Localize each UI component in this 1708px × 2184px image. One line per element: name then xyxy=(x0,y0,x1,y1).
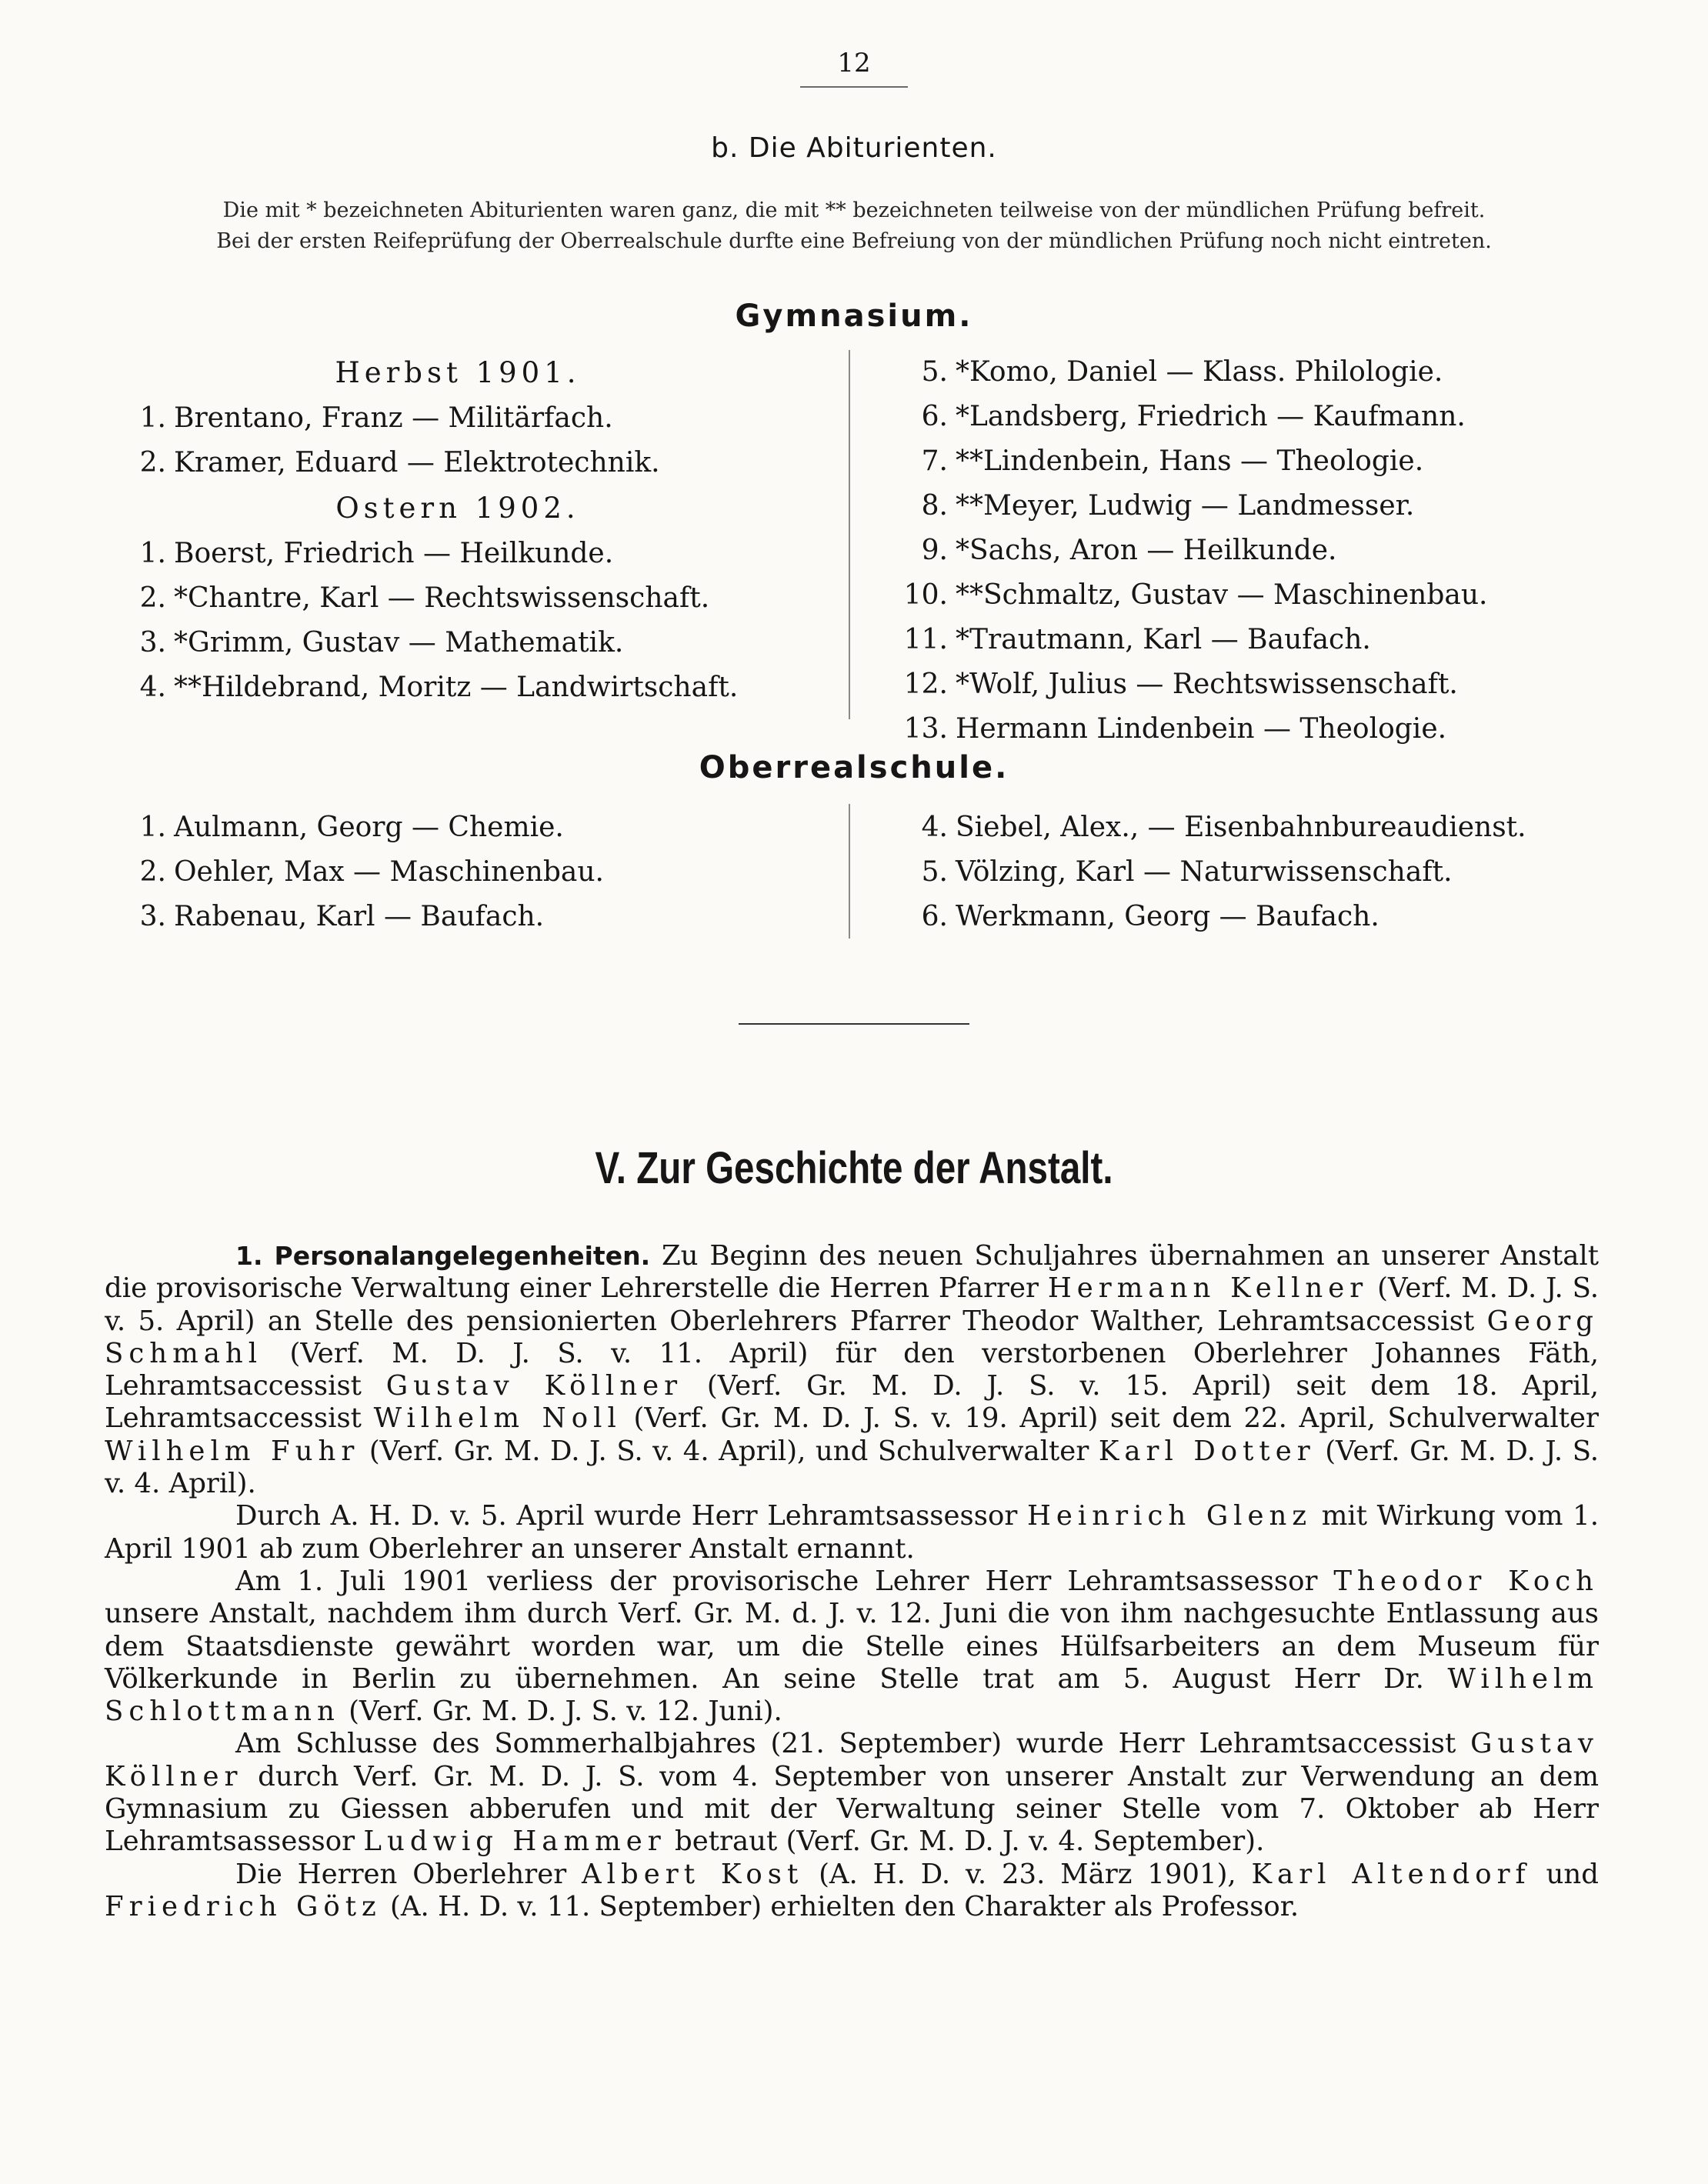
item-number: 9. xyxy=(921,535,948,566)
paragraph xyxy=(105,1859,1599,1924)
section-heading: b. Die Abiturienten. xyxy=(711,132,997,164)
item-number: 5. xyxy=(921,856,948,888)
section-separator-rule xyxy=(739,1023,969,1025)
item-number: 3. xyxy=(139,901,166,932)
list-item xyxy=(885,484,1670,528)
paragraph-personal xyxy=(105,1240,1599,1500)
list-item xyxy=(885,805,1670,850)
item-number: 2. xyxy=(139,447,166,478)
item-text: *Grimm, Gustav — Mathematik. xyxy=(174,627,624,659)
item-text: **Lindenbein, Hans — Theologie. xyxy=(956,445,1424,477)
item-number: 4. xyxy=(921,812,948,843)
list-item xyxy=(885,618,1670,662)
text-run: (Verf. Gr. M. D. J. S. v. 19. April) seit dem 22. April, Schulverwalter xyxy=(621,1402,1599,1435)
item-number: 4. xyxy=(139,672,166,703)
list-item xyxy=(885,850,1670,895)
item-number: 6. xyxy=(921,401,948,432)
person-name: Hermann Kellner xyxy=(1047,1272,1369,1305)
item-number: 8. xyxy=(921,490,948,522)
list-item xyxy=(885,895,1670,939)
oberrealschule-left-column xyxy=(115,805,831,939)
list-item xyxy=(885,439,1670,484)
item-number: 1. xyxy=(139,538,166,569)
item-number: 5. xyxy=(921,356,948,388)
gymnasium-right-column xyxy=(885,350,1670,752)
paragraph-lead: 1. Personalangelegenheiten. xyxy=(235,1241,651,1271)
note-line: Die mit * bezeichneten Abiturienten waren ganz, die mit ** bezeichneten teilweise von der mündlichen Prüfung befreit. xyxy=(222,198,1486,222)
person-name: Albert Kost xyxy=(582,1858,804,1890)
gymnasium-heading: Gymnasium. xyxy=(735,298,973,334)
text-run: unsere Anstalt, nachdem ihm durch Verf. Gr. M. d. J. v. 12. Juni die von ihm nachgesuchte Entlassung aus dem Staatsdienste gewährt worden war, um die Stelle eines Hülfsarbeiters an dem Museum für Völkerkunde in Berlin zu übernehmen. An seine Stelle trat am 5. August Herr Dr. xyxy=(105,1598,1599,1695)
list-item xyxy=(885,528,1670,573)
item-number: 11. xyxy=(903,624,948,655)
list-item xyxy=(885,573,1670,618)
text-run: Die Herren Oberlehrer xyxy=(235,1858,582,1890)
column-divider xyxy=(849,804,850,939)
oberrealschule-right-column xyxy=(885,805,1670,939)
item-text: *Trautmann, Karl — Baufach. xyxy=(956,624,1371,655)
text-run: Am 1. Juli 1901 verliess der provisorische Lehrer Herr Lehramtsassessor xyxy=(235,1565,1334,1597)
text-run: mit Wirkung vom 1. April 1901 ab zum Oberlehrer an unserer Anstalt ernannt. xyxy=(105,1500,1599,1565)
person-name: Theodor Koch xyxy=(1333,1565,1599,1597)
item-text: Aulmann, Georg — Chemie. xyxy=(174,812,564,843)
paragraph xyxy=(105,1728,1599,1858)
gymnasium-left-column xyxy=(115,350,831,710)
item-number: 12. xyxy=(903,669,948,700)
text-run: Durch A. H. D. v. 5. April wurde Herr Lehramtsassessor xyxy=(235,1500,1027,1532)
item-text: *Landsberg, Friedrich — Kaufmann. xyxy=(956,401,1466,432)
item-number: 10. xyxy=(903,579,948,611)
term-heading: Herbst 1901. xyxy=(335,356,581,389)
list-item xyxy=(885,395,1670,439)
list-item xyxy=(885,707,1670,752)
list-item xyxy=(115,895,831,939)
paragraph xyxy=(105,1500,1599,1565)
item-text: Völzing, Karl — Naturwissenschaft. xyxy=(956,856,1453,888)
list-item xyxy=(885,662,1670,707)
item-text: Siebel, Alex., — Eisenbahnbureaudienst. xyxy=(956,812,1526,843)
term-heading: Ostern 1902. xyxy=(335,492,580,525)
paragraph xyxy=(105,1565,1599,1728)
person-name: Wilhelm Noll xyxy=(373,1402,622,1435)
item-number: 13. xyxy=(903,713,948,745)
item-number: 1. xyxy=(139,812,166,843)
oberrealschule-heading: Oberrealschule. xyxy=(699,750,1009,785)
chapter-body xyxy=(105,1240,1599,1923)
person-name: Heinrich Glenz xyxy=(1026,1500,1313,1532)
item-number: 2. xyxy=(139,856,166,888)
list-item xyxy=(115,665,831,710)
note-line: Bei der ersten Reifeprüfung der Oberrealschule durfte eine Befreiung von der mündlichen Prüfung noch nicht eintreten. xyxy=(216,229,1492,253)
item-text: **Hildebrand, Moritz — Landwirtschaft. xyxy=(174,672,739,703)
text-run: Zu Beginn des neuen Schuljahres übernahmen an unserer Anstalt die provisorische Verwaltung einer Lehrerstelle die Herren Pfarrer xyxy=(105,1240,1600,1305)
list-item xyxy=(115,576,831,621)
text-run: (Verf. Gr. M. D. J. S. v. 15. April) seit dem 18. April, Lehramtsaccessist xyxy=(105,1370,1599,1435)
list-item xyxy=(115,532,831,576)
person-name: Gustav Köllner xyxy=(105,1728,1599,1792)
text-run: (Verf. Gr. M. D. J. S. v. 4. April), und Schulverwalter xyxy=(359,1435,1099,1467)
item-text: Kramer, Eduard — Elektrotechnik. xyxy=(174,447,660,478)
page-number: 12 xyxy=(837,48,871,78)
list-item xyxy=(885,350,1670,395)
item-text: Hermann Lindenbein — Theologie. xyxy=(956,713,1447,745)
column-divider xyxy=(849,350,850,719)
text-run: (A. H. D. v. 23. März 1901), xyxy=(803,1858,1252,1890)
text-run: (Verf. Gr. M. D. J. S. v. 12. Juni). xyxy=(339,1696,782,1728)
item-number: 3. xyxy=(139,627,166,659)
list-item xyxy=(115,396,831,441)
person-name: Georg Schmahl xyxy=(105,1305,1599,1369)
item-number: 6. xyxy=(921,901,948,932)
person-name: Ludwig Hammer xyxy=(363,1826,666,1858)
item-text: *Komo, Daniel — Klass. Philologie. xyxy=(956,356,1443,388)
item-text: *Sachs, Aron — Heilkunde. xyxy=(956,535,1337,566)
item-text: **Schmaltz, Gustav — Maschinenbau. xyxy=(956,579,1488,611)
item-text: Rabenau, Karl — Baufach. xyxy=(174,901,545,932)
text-run: (A. H. D. v. 11. September) erhielten den Charakter als Professor. xyxy=(381,1890,1299,1922)
person-name: Gustav Köllner xyxy=(385,1370,683,1402)
list-item xyxy=(115,850,831,895)
page-number-rule xyxy=(800,86,908,88)
item-text: **Meyer, Ludwig — Landmesser. xyxy=(956,490,1415,522)
text-run: (Verf. M. D. J. S. v. 11. April) für den verstorbenen Oberlehrer Johannes Fäth, Lehramtsaccessist xyxy=(105,1337,1599,1402)
item-text: *Wolf, Julius — Rechtswissenschaft. xyxy=(956,669,1458,700)
list-item xyxy=(115,621,831,665)
item-text: Werkmann, Georg — Baufach. xyxy=(956,901,1379,932)
item-number: 1. xyxy=(139,402,166,434)
chapter-title: V. Zur Geschichte der Anstalt. xyxy=(595,1143,1113,1193)
text-run: (Verf. M. D. J. S. v. 5. April) an Stelle des pensionierten Oberlehrers Pfarrer Theodor Walther, Lehramtsaccessist xyxy=(105,1272,1599,1337)
person-name: Wilhelm Fuhr xyxy=(105,1435,360,1467)
text-run: durch Verf. Gr. M. D. J. S. vom 4. September von unserer Anstalt zur Verwendung an dem Gymnasium zu Giessen abberufen und mit der Verwaltung seiner Stelle vom 7. Oktober ab Herr Lehramtsassessor xyxy=(105,1760,1599,1858)
person-name: Wilhelm Schlottmann xyxy=(105,1662,1599,1728)
person-name: Karl Dotter xyxy=(1098,1435,1316,1467)
person-name: Karl Altendorf xyxy=(1251,1858,1531,1890)
item-text: Brentano, Franz — Militärfach. xyxy=(174,402,613,434)
item-number: 2. xyxy=(139,582,166,614)
text-run: betraut (Verf. Gr. M. D. J. v. 4. September). xyxy=(666,1826,1265,1858)
text-run: (Verf. Gr. M. D. J. S. v. 4. April). xyxy=(105,1435,1600,1500)
person-name: Friedrich Götz xyxy=(105,1890,382,1922)
list-item xyxy=(115,805,831,850)
text-run: und xyxy=(1530,1858,1599,1890)
item-number: 7. xyxy=(921,445,948,477)
item-text: Boerst, Friedrich — Heilkunde. xyxy=(174,538,614,569)
list-item xyxy=(115,441,831,485)
text-run: Am Schlusse des Sommerhalbjahres (21. September) wurde Herr Lehramtsaccessist xyxy=(235,1728,1471,1760)
item-text: Oehler, Max — Maschinenbau. xyxy=(174,856,604,888)
item-text: *Chantre, Karl — Rechtswissenschaft. xyxy=(174,582,710,614)
